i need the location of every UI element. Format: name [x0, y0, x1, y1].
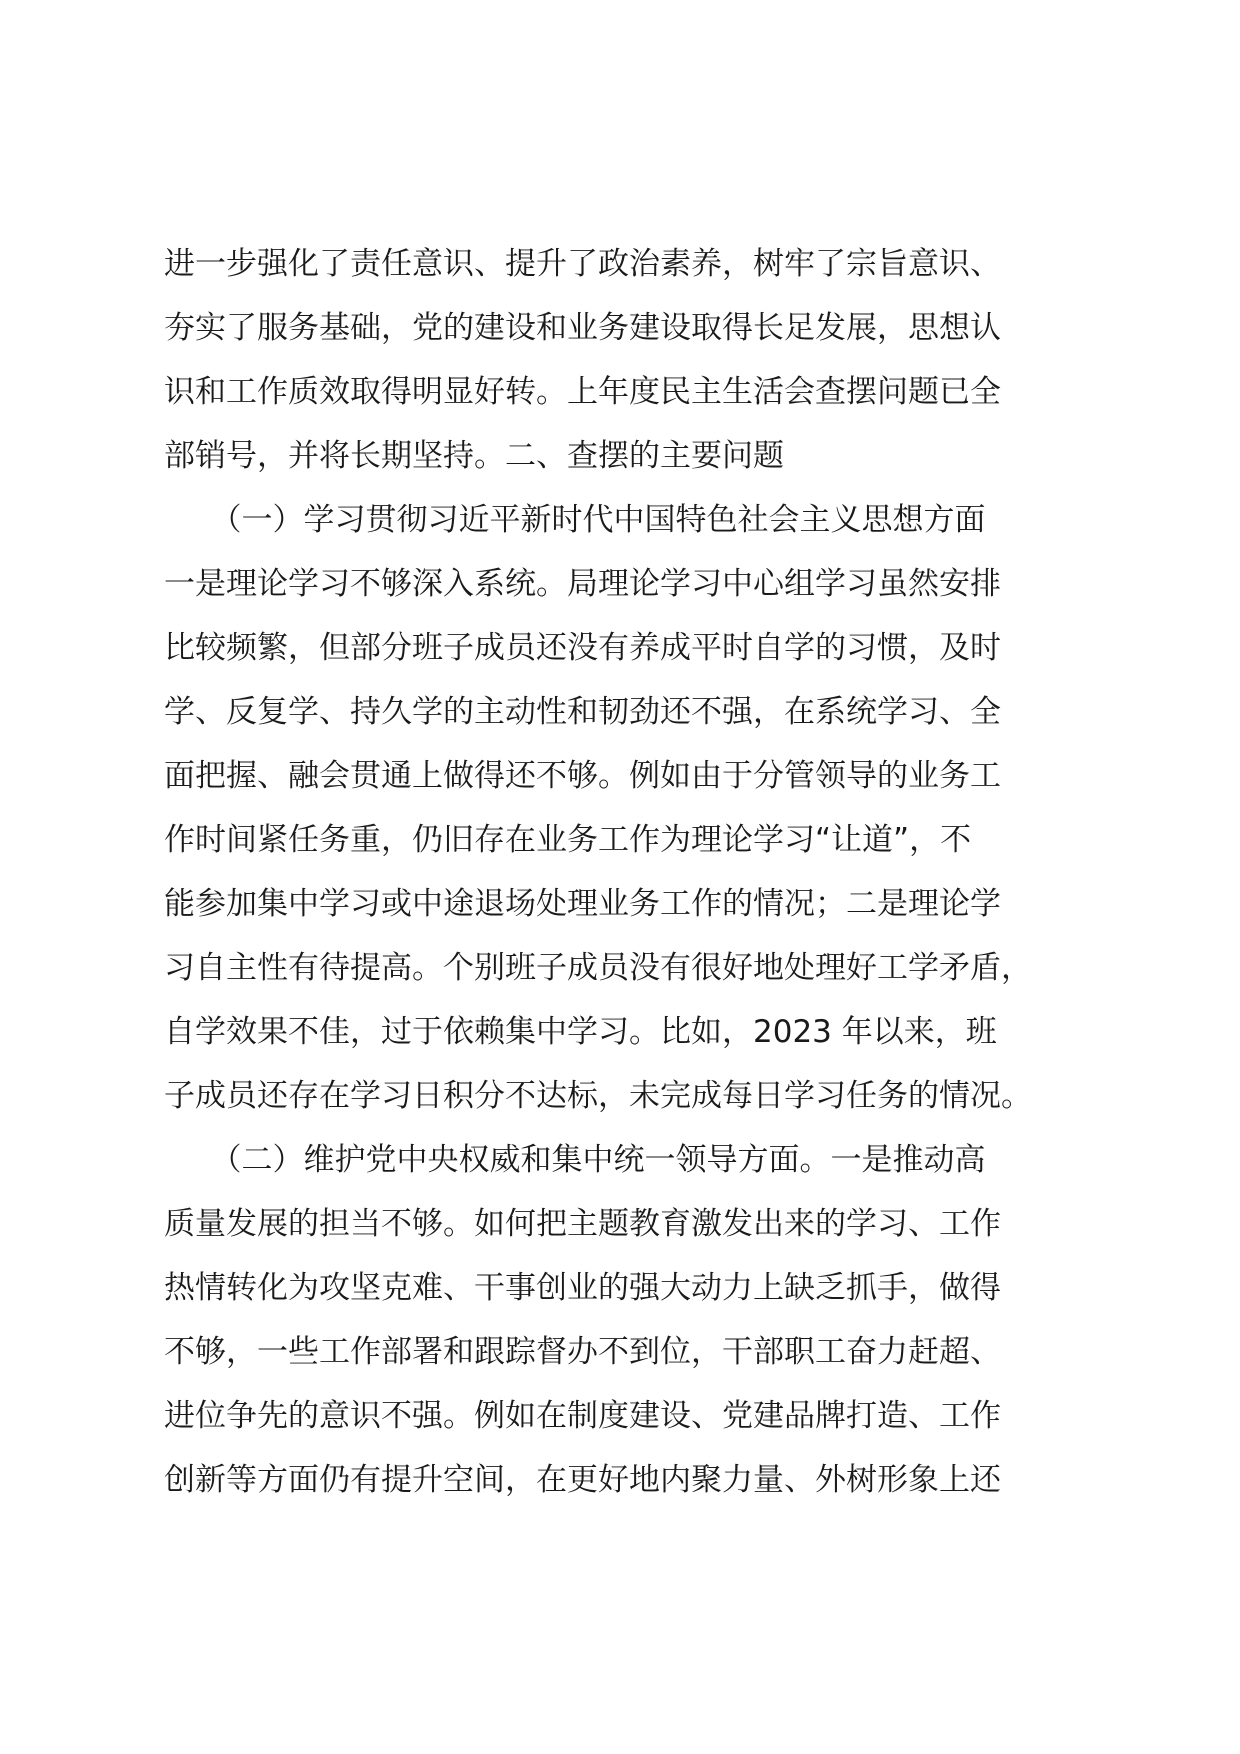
text-line: 进一步强化了责任意识、提升了政治素养，树牢了宗旨意识、 [164, 246, 1001, 282]
text-line: 不够，一些工作部署和跟踪督办不到位，干部职工奋力赶超、 [164, 1334, 1001, 1370]
text-line: 热情转化为攻坚克难、干事创业的强大动力上缺乏抓手，做得 [164, 1270, 1001, 1306]
body-text [164, 232, 1124, 1512]
text-line: 能参加集中学习或中途退场处理业务工作的情况；二是理论学 [164, 886, 1001, 922]
text-line: 面把握、融会贯通上做得还不够。例如由于分管领导的业务工 [164, 758, 1001, 794]
text-line: 比较频繁，但部分班子成员还没有养成平时自学的习惯，及时 [164, 630, 1001, 666]
text-line: 一是理论学习不够深入系统。局理论学习中心组学习虽然安排 [164, 566, 1001, 602]
text-line: 进位争先的意识不强。例如在制度建设、党建品牌打造、工作 [164, 1398, 1001, 1434]
text-line: 子成员还存在学习日积分不达标，未完成每日学习任务的情况。 [164, 1078, 1032, 1114]
section-heading-line: （一）学习贯彻习近平新时代中国特色社会主义思想方面 [164, 502, 986, 538]
section-heading-line: （二）维护党中央权威和集中统一领导方面。一是推动高 [164, 1142, 986, 1178]
text-line: 创新等方面仍有提升空间，在更好地内聚力量、外树形象上还 [164, 1462, 1001, 1498]
text-line: 作时间紧任务重，仍旧存在业务工作为理论学习“让道”，不 [164, 822, 972, 858]
text-line: 识和工作质效取得明显好转。上年度民主生活会查摆问题已全 [164, 374, 1001, 410]
text-line: 夯实了服务基础，党的建设和业务建设取得长足发展，思想认 [164, 310, 1001, 346]
text-line: 部销号，并将长期坚持。二、查摆的主要问题 [164, 438, 784, 474]
text-line: 习自主性有待提高。个别班子成员没有很好地处理好工学矛盾， [164, 950, 1032, 986]
text-line: 学、反复学、持久学的主动性和韧劲还不强，在系统学习、全 [164, 694, 1001, 730]
text-line: 自学效果不佳，过于依赖集中学习。比如，2023 年以来，班 [164, 1014, 997, 1050]
text-line: 质量发展的担当不够。如何把主题教育激发出来的学习、工作 [164, 1206, 1001, 1242]
